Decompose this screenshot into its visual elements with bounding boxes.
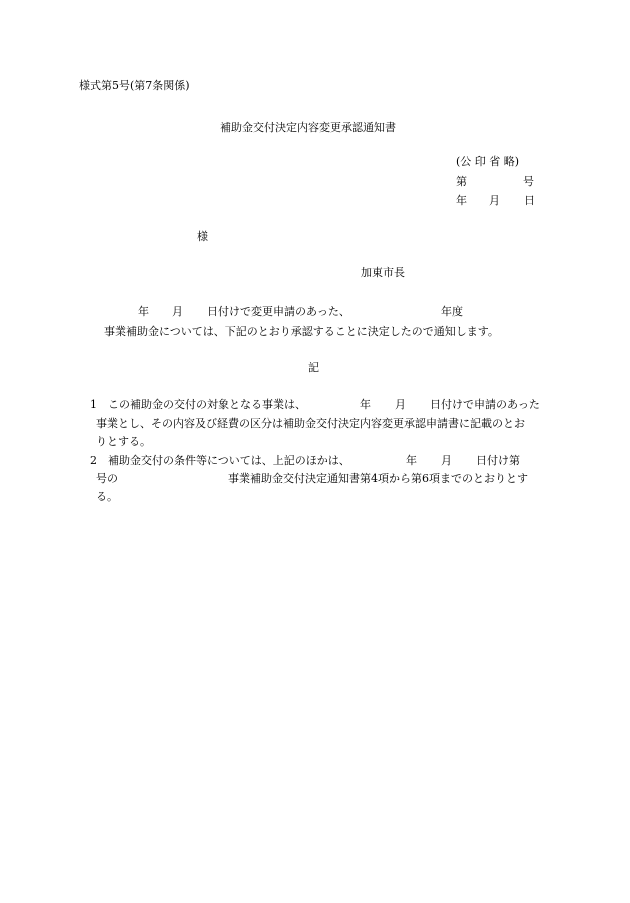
body-fiscal-year: 年度	[441, 305, 463, 318]
item-1-line2: 事業とし、その内容及び経費の区分は補助金交付決定内容変更承認申請書に記載のとお	[96, 417, 525, 430]
date-year: 年	[456, 194, 467, 207]
body-line2: 事業補助金については、下記のとおり承認することに決定したので通知します。	[104, 325, 499, 338]
item-2-line2-rest: 事業補助金交付決定通知書第4項から第6項までのとおりとす	[228, 472, 528, 485]
issuer: 加東市長	[361, 266, 405, 279]
date-day: 日	[524, 194, 535, 207]
item-2-line1-rest: 日付け第	[476, 454, 520, 467]
doc-number-dai: 第	[456, 175, 467, 188]
item-2-line3: る。	[96, 490, 118, 503]
item-2-year: 年	[406, 454, 417, 467]
item-1-month: 月	[395, 398, 406, 411]
date-month: 月	[489, 194, 500, 207]
item-1-line3: りとする。	[96, 435, 151, 448]
body-line1-rest: 日付けで変更申請のあった、	[207, 305, 350, 318]
document-title: 補助金交付決定内容変更承認通知書	[220, 121, 396, 134]
ki-heading: 記	[308, 361, 319, 374]
item-2-line1-lead: 補助金交付の条件等については、上記のほかは、	[108, 454, 350, 467]
doc-number-go: 号	[523, 175, 534, 188]
seal-omitted-note: (公 印 省 略)	[456, 155, 520, 168]
item-2-month: 月	[441, 454, 452, 467]
body-month: 月	[172, 305, 183, 318]
item-1-line1-lead: この補助金の交付の対象となる事業は、	[108, 398, 306, 411]
item-1-line1-rest: 日付けで申請のあった	[430, 398, 540, 411]
item-2-go: 号の	[96, 472, 118, 485]
body-year: 年	[138, 305, 149, 318]
form-number: 様式第5号(第7条関係)	[79, 79, 190, 92]
recipient-suffix: 様	[197, 230, 208, 243]
item-1-number: 1	[90, 398, 97, 411]
item-2-number: 2	[90, 454, 97, 467]
item-1-year: 年	[360, 398, 371, 411]
